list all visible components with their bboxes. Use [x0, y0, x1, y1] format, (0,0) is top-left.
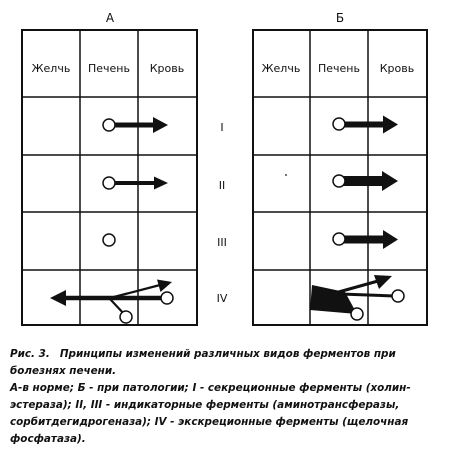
- caption-text: А-в норме; Б - при патологии; I - секреционные ферменты (холин-эстераза); II, III - индикаторные ферменты (аминотрансферазы, сорбитдегидрогеназа); IV - экскреционные ферменты (щелочная фосфатаза).: [10, 382, 411, 445]
- panel-a-title: А: [105, 11, 115, 25]
- panel-b-row1-arrow: [344, 116, 398, 134]
- row-label-3: III: [217, 236, 227, 249]
- panel-a-row2-arrow: [114, 177, 168, 190]
- panel-b-title: Б: [335, 11, 345, 25]
- panel-b-col-bile: Желчь: [261, 62, 301, 75]
- caption-title-line: [10, 346, 442, 380]
- panel-a-row3-cell: [103, 234, 115, 246]
- panel-a-row4-cell-right: [161, 292, 173, 304]
- panel-a-row1-arrow: [114, 117, 168, 133]
- row-label-1: I: [220, 121, 224, 134]
- figure-caption: [10, 346, 442, 448]
- caption-number: Рис. 3.: [10, 348, 50, 360]
- row-label-4: IV: [216, 292, 228, 305]
- panel-a-col-liver: Печень: [88, 62, 130, 75]
- panel-b-row4-arrows: [310, 275, 394, 314]
- panel-b-row2-speck: [285, 174, 287, 176]
- panel-b-col-blood: Кровь: [379, 62, 415, 75]
- panel-b-col-liver: Печень: [318, 62, 360, 75]
- panel-a-row4-cell-lower: [120, 311, 132, 323]
- caption-title: Принципы изменений различных видов ферментов при болезнях печени.: [10, 348, 396, 377]
- panel-b-row4-cell-lower: [351, 308, 363, 320]
- panel-b-row2-cell: [333, 175, 345, 187]
- panel-b-row1-cell: [333, 118, 345, 130]
- panel-b-row2-arrow: [343, 171, 398, 191]
- panel-a-row2-cell: [103, 177, 115, 189]
- panel-b-row3-arrow: [344, 230, 398, 249]
- panel-a-row1-cell: [103, 119, 115, 131]
- panel-b-row3-cell: [333, 233, 345, 245]
- panel-a-col-bile: Желчь: [31, 62, 71, 75]
- row-label-2: II: [218, 179, 226, 192]
- panel-a-col-blood: Кровь: [149, 62, 185, 75]
- panel-b-row4-cell-right: [392, 290, 404, 302]
- panel-a-row4-arrows: [50, 280, 172, 316]
